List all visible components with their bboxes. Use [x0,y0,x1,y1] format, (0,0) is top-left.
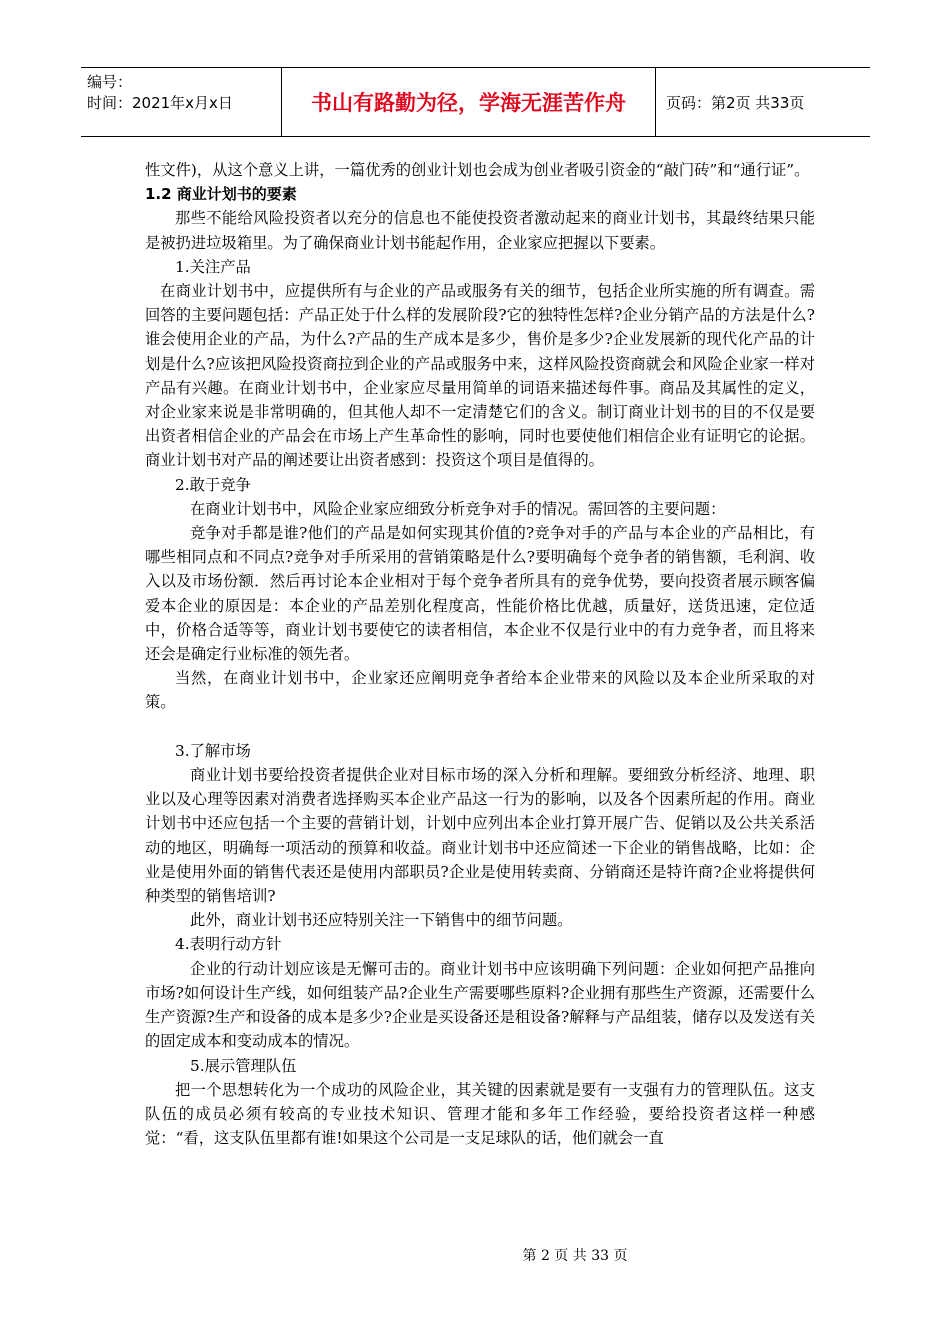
page-footer: 第 2 页 共 33 页 [522,1248,628,1264]
page-header [81,67,870,137]
paragraph: 商业计划书要给投资者提供企业对目标市场的深入分析和理解。要细致分析经济、地理、职业以及心理等因素对消费者选择购买本企业产品这一行为的影响，以及各个因素所起的作用。商业计划书中还应包括一个主要的营销计划，计划中应列出本企业打算开展广告、促销以及公共关系活动的地区，明确每一项活动的预算和收益。商业计划书中还应简述一下企业的销售战略，比如：企业是使用外面的销售代表还是使用内部职员?企业是使用转卖商、分销商还是特许商?企业将提供何种类型的销售培训? [145,766,815,906]
paragraph: 在商业计划书中，风险企业家应细致分析竞争对手的情况。需回答的主要问题： [190,499,726,518]
paragraph: 企业的行动计划应该是无懈可击的。商业计划书中应该明确下列问题：企业如何把产品推向市场?如何设计生产线，如何组装产品?企业生产需要哪些原料?企业拥有那些生产资源，还需要什么生产资源?生产和设备的成本是多少?企业是买设备还是租设备?解释与产品组装，储存以及发送有关的固定成本和变动成本的情况。 [145,959,815,1051]
subsection-heading: 4.表明行动方针 [175,935,282,954]
paragraph: 在商业计划书中，应提供所有与企业的产品或服务有关的细节，包括企业所实施的所有调查。需回答的主要问题包括：产品正处于什么样的发展阶段?它的独特性怎样?企业分销产品的方法是什么?谁会使用企业的产品，为什么?产品的生产成本是多少，售价是多少?企业发展新的现代化产品的计划是什么?应该把风险投资商拉到企业的产品或服务中来，这样风险投资商就会和风险企业家一样对产品有兴趣。在商业计划书中，企业家应尽量用简单的词语来描述每件事。商品及其属性的定义，对企业家来说是非常明确的，但其他人却不一定清楚它们的含义。制订商业计划书的目的不仅是要出资者相信企业的产品会在市场上产生革命性的影响，同时也要使他们相信企业有证明它的论据。商业计划书对产品的阐述要让出资者感到：投资这个项目是值得的。 [145,282,815,470]
paragraph: 竞争对手都是谁?他们的产品是如何实现其价值的?竞争对手的产品与本企业的产品相比，有哪些相同点和不同点?竞争对手所采用的营销策略是什么?要明确每个竞争者的销售额，毛利润、收入以及市场份额．然后再讨论本企业相对于每个竞争者所具有的竞争优势，要向投资者展示顾客偏爱本企业的原因是：本企业的产品差别化程度高，性能价格比优越，质量好，送货迅速，定位适中，价格合适等等，商业计划书要使它的读者相信，本企业不仅是行业中的有力竞争者，而且将来还会是确定行业标准的领先者。 [145,524,815,664]
paragraph: 性文件)，从这个意义上讲，一篇优秀的创业计划也会成为创业者吸引资金的“敲门砖”和“通行证”。 [145,161,810,179]
subsection-heading: 5.展示管理队伍 [190,1056,297,1075]
header-meta [81,68,281,136]
paragraph: 当然，在商业计划书中，企业家还应阐明竞争者给本企业带来的风险以及本企业所采取的对策。 [145,669,815,712]
header-page-label: 页码：第2页 共33页 [666,93,805,112]
paragraph: 把一个思想转化为一个成功的风险企业，其关键的因素就是要有一支强有力的管理队伍。这支队伍的成员必须有较高的专业技术知识、管理才能和多年工作经验，要给投资者这样一种感觉：“看，这支队伍里都有谁!如果这个公司是一支足球队的话，他们就会一直 [145,1080,815,1148]
paragraph: 此外，商业计划书还应特别关注一下销售中的细节问题。 [190,911,573,930]
subsection-heading: 1.关注产品 [175,257,251,276]
header-motto: 书山有路勤为径，学海无涯苦作舟 [281,68,656,136]
blank-line [145,715,815,739]
subsection-heading: 3.了解市场 [175,741,251,760]
subsection-heading: 2.敢于竞争 [175,475,251,494]
number-label: 编号： [87,73,133,91]
paragraph: 那些不能给风险投资者以充分的信息也不能使投资者激动起来的商业计划书，其最终结果只能是被扔进垃圾箱里。为了确保商业计划书能起作用，企业家应把握以下要素。 [145,209,815,252]
time-label: 时间：2021年x月x日 [87,94,233,112]
document-body [145,158,815,1150]
section-heading: 1.2 商业计划书的要素 [145,185,297,204]
